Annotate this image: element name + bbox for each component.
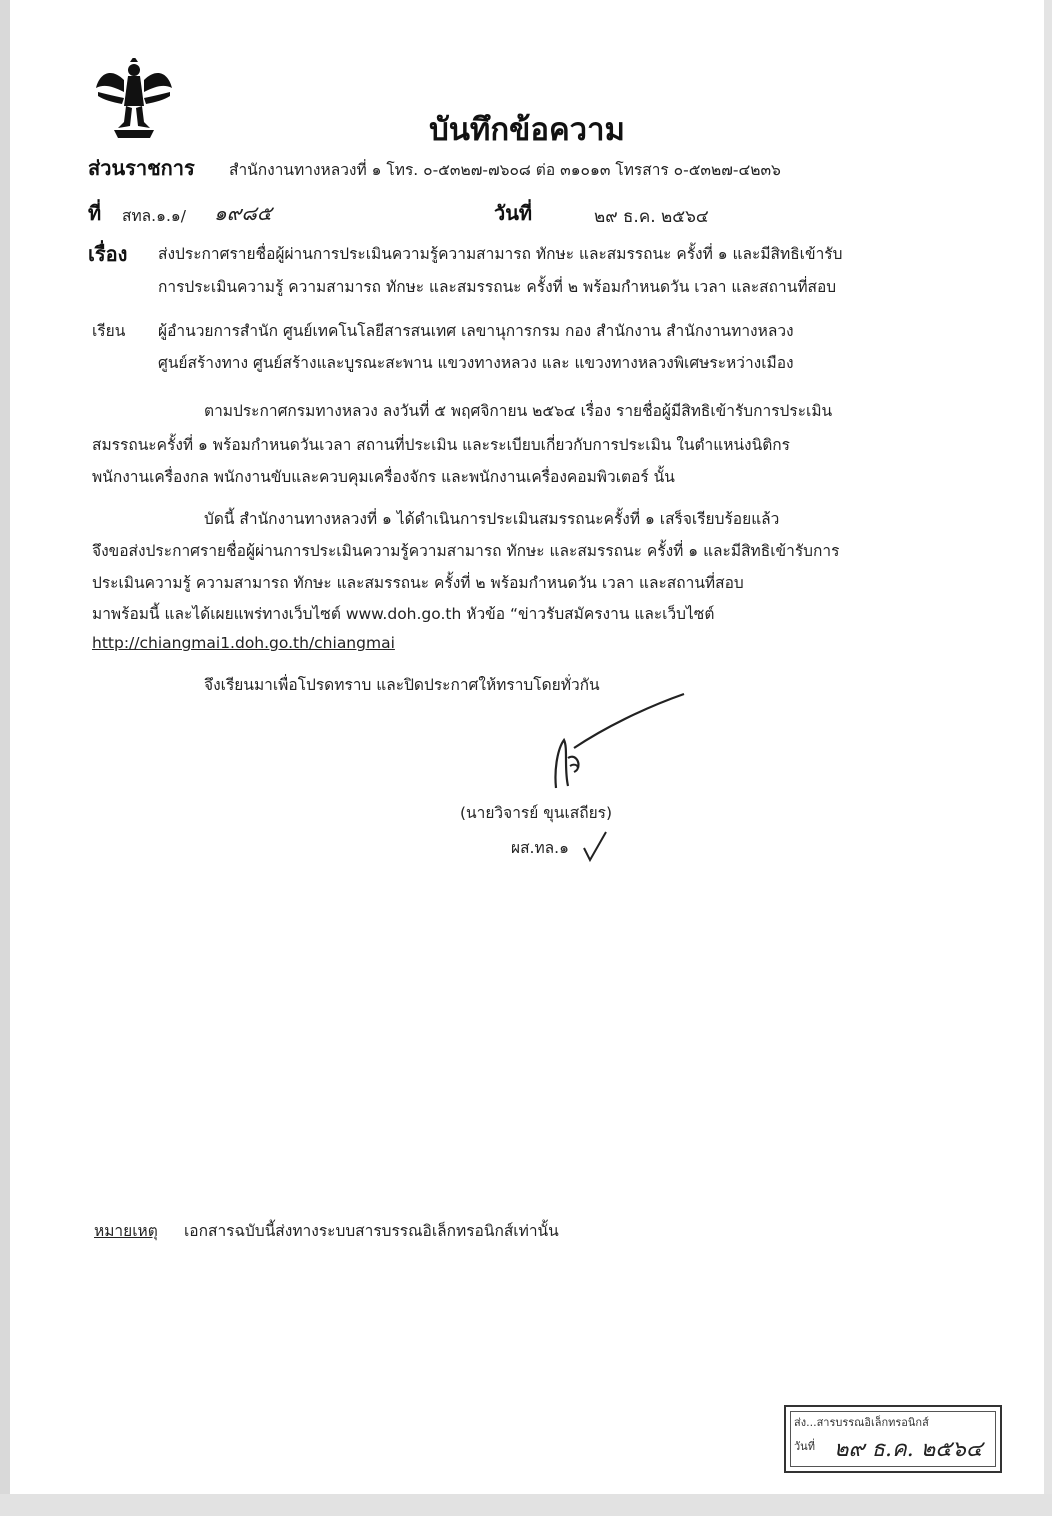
date-label: วันที่: [494, 201, 533, 225]
scan-border-bottom: [0, 1494, 1052, 1516]
reference-label: ที่: [88, 201, 102, 225]
check-mark-icon: [580, 828, 610, 864]
paragraph-2-line-4: มาพร้อมนี้ และได้เผยแพร่ทางเว็บไซต์ www.doh.go.th หัวข้อ “ข่าวรับสมัครงาน และเว็บไซต์: [92, 605, 715, 623]
recipient-line-2: ศูนย์สร้างทาง ศูนย์สร้างและบูรณะสะพาน แขวงทางหลวง และ แขวงทางหลวงพิเศษระหว่างเมือง: [158, 354, 794, 372]
closing-sentence: จึงเรียนมาเพื่อโปรดทราบ และปิดประกาศให้ทราบโดยทั่วกัน: [204, 676, 600, 694]
website-link[interactable]: http://chiangmai1.doh.go.th/chiangmai: [92, 634, 395, 652]
paragraph-1-line-2: สมรรถนะครั้งที่ ๑ พร้อมกำหนดวันเวลา สถานที่ประเมิน และระเบียบเกี่ยวกับการประเมิน ในตำแหน่งนิติกร: [92, 436, 790, 454]
paragraph-2-line-2: จึงขอส่งประกาศรายชื่อผู้ผ่านการประเมินความรู้ความสามารถ ทักษะ และสมรรถนะ ครั้งที่ ๑ และมีสิทธิเข้ารับการ: [92, 542, 840, 560]
recipient-line-1: ผู้อำนวยการสำนัก ศูนย์เทคโนโลยีสารสนเทศ เลขานุการกรม กอง สำนักงาน สำนักงานทางหลวง: [158, 322, 794, 340]
signatory-position: ผส.ทล.๑: [511, 839, 569, 857]
reference-number-handwritten: ๑๙๘๕: [214, 201, 272, 225]
department-value: สำนักงานทางหลวงที่ ๑ โทร. ๐-๕๓๒๗-๗๖๐๘ ต่อ ๓๑๐๑๓ โทรสาร ๐-๕๓๒๗-๔๒๓๖: [229, 161, 781, 179]
subject-line-2: การประเมินความรู้ ความสามารถ ทักษะ และสมรรถนะ ครั้งที่ ๒ พร้อมกำหนดวัน เวลา และสถานที่สอบ: [158, 278, 837, 296]
date-value: ๒๙ ธ.ค. ๒๕๖๔: [594, 207, 709, 227]
stamp-header: ส่ง...สารบรรณอิเล็กทรอนิกส์: [794, 1416, 929, 1429]
department-label: ส่วนราชการ: [88, 156, 195, 180]
recipient-label: เรียน: [92, 322, 126, 340]
subject-line-1: ส่งประกาศรายชื่อผู้ผ่านการประเมินความรู้ความสามารถ ทักษะ และสมรรถนะ ครั้งที่ ๑ และมีสิทธิเข้ารับ: [158, 245, 843, 263]
note-text: เอกสารฉบับนี้ส่งทางระบบสารบรรณอิเล็กทรอนิกส์เท่านั้น: [184, 1222, 559, 1240]
signature-scribble: [534, 688, 694, 798]
subject-label: เรื่อง: [88, 242, 128, 266]
signatory-name: (นายวิจารย์ ขุนเสถียร): [460, 804, 613, 822]
stamp-date-label: วันที่: [794, 1440, 815, 1453]
paragraph-2-line-3: ประเมินความรู้ ความสามารถ ทักษะ และสมรรถนะ ครั้งที่ ๒ พร้อมกำหนดวัน เวลา และสถานที่สอบ: [92, 574, 744, 592]
paragraph-1-line-1: ตามประกาศกรมทางหลวง ลงวันที่ ๕ พฤศจิกายน ๒๕๖๔ เรื่อง รายชื่อผู้มีสิทธิเข้ารับการประเมิน: [204, 402, 833, 420]
scan-border-left: [0, 0, 10, 1516]
reference-value: สทล.๑.๑/: [122, 207, 186, 225]
paragraph-2-line-1: บัดนี้ สำนักงานทางหลวงที่ ๑ ได้ดำเนินการประเมินสมรรถนะครั้งที่ ๑ เสร็จเรียบร้อยแล้ว: [204, 510, 780, 528]
receipt-stamp: [784, 1405, 1002, 1473]
stamp-date-value: ๒๙ ธ.ค. ๒๕๖๔: [834, 1437, 983, 1462]
note-label: หมายเหตุ: [94, 1222, 158, 1240]
page-title: บันทึกข้อความ: [429, 112, 625, 148]
paragraph-1-line-3: พนักงานเครื่องกล พนักงานขับและควบคุมเครื่องจักร และพนักงานเครื่องคอมพิวเตอร์ นั้น: [92, 468, 675, 486]
scan-border-right: [1044, 0, 1052, 1516]
memo-page: [14, 0, 1040, 1494]
